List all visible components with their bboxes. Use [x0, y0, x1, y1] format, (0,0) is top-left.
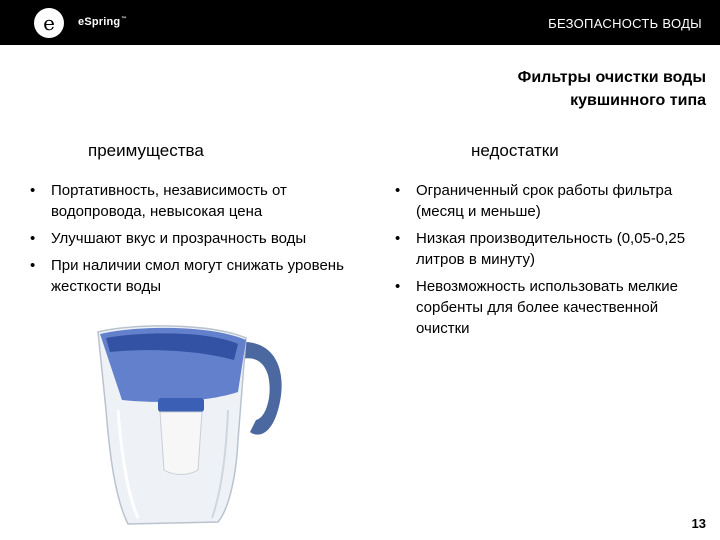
- page-number: 13: [691, 516, 706, 531]
- list-item: • Портативность, независимость от водопровода, невысокая цена: [30, 182, 287, 220]
- advantages-heading: преимущества: [88, 141, 204, 160]
- section-title: БЕЗОПАСНОСТЬ ВОДЫ: [548, 16, 702, 31]
- disadvantages-heading: недостатки: [471, 141, 559, 160]
- disadvantages-list: [395, 180, 695, 345]
- slide-title-line1: Фильтры очистки воды: [517, 69, 706, 86]
- bullet-icon: •: [395, 182, 401, 199]
- list-item: • При наличии смол могут снижать уровень жесткости воды: [30, 257, 344, 295]
- list-item: • Невозможность использовать мелкие сорбенты для более качественной очистки: [395, 278, 679, 337]
- list-item: • Ограниченный срок работы фильтра (месяц и меньше): [395, 182, 673, 220]
- slide-title: [518, 66, 706, 112]
- espring-logo-icon: e: [34, 8, 64, 38]
- water-pitcher-image: [88, 320, 298, 530]
- filter-cap: [158, 398, 204, 412]
- bullet-icon: •: [30, 230, 36, 247]
- list-item: • Улучшают вкус и прозрачность воды: [30, 230, 307, 247]
- list-item: • Низкая производительность (0,05-0,25 литров в минуту): [395, 230, 686, 268]
- bullet-icon: •: [30, 182, 36, 199]
- bullet-icon: •: [395, 230, 401, 247]
- slide-title-line2: кувшинного типа: [570, 92, 706, 109]
- advantages-list: [30, 180, 370, 303]
- brand-name: eSpring™: [78, 16, 127, 28]
- bullet-icon: •: [30, 257, 36, 274]
- bullet-icon: •: [395, 278, 401, 295]
- filter-cartridge: [160, 412, 202, 475]
- header-bar: [0, 0, 720, 45]
